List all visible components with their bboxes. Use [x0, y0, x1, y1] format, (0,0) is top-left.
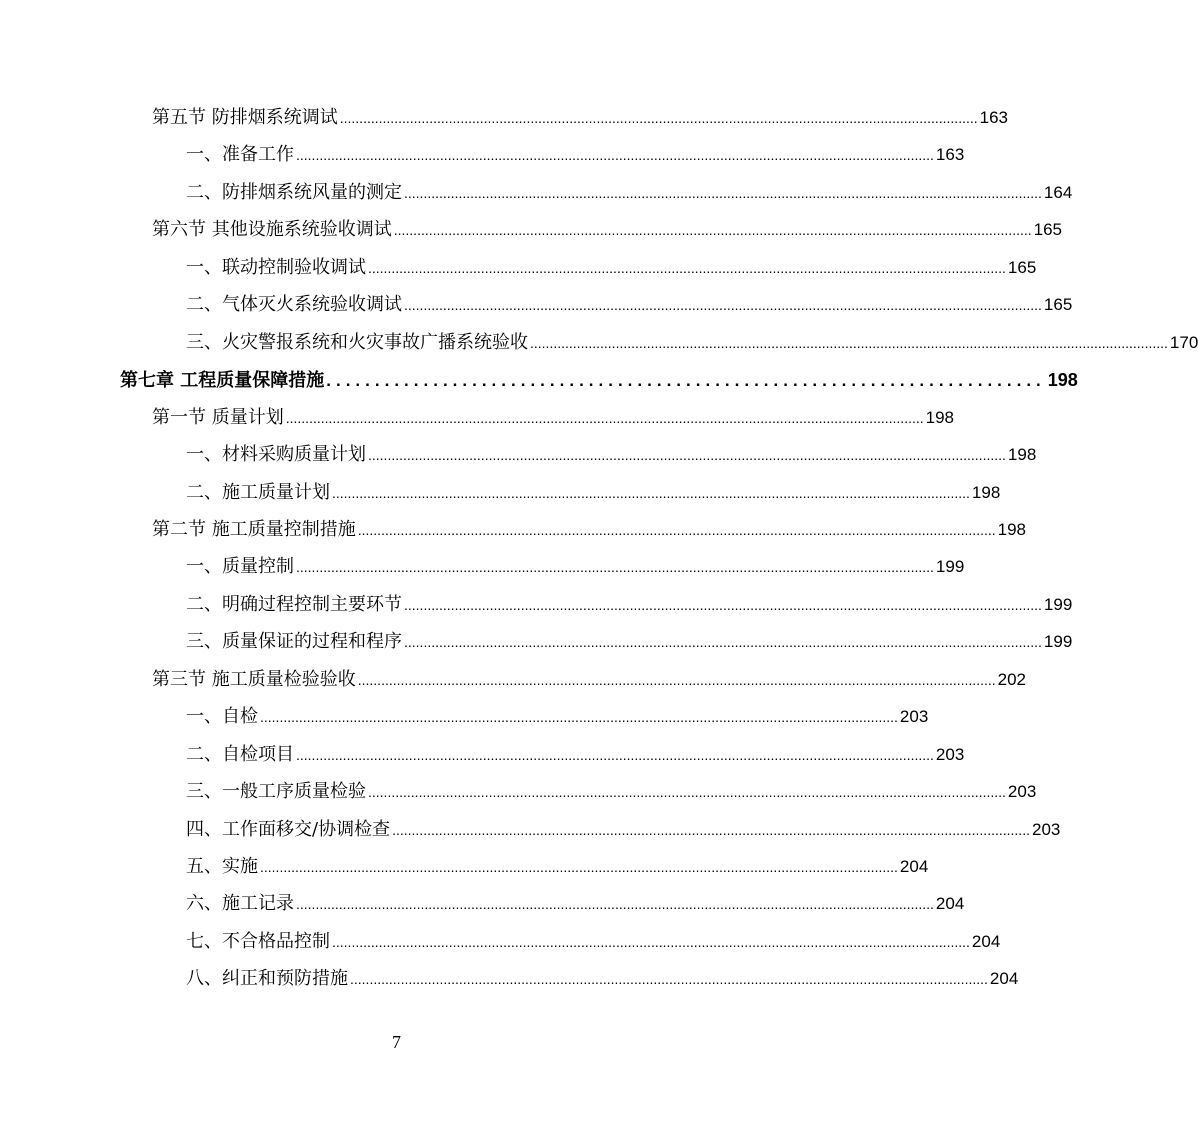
toc-entry[interactable] — [186, 293, 1073, 317]
toc-leader-dots: .................................................................................................................................................................... — [332, 934, 970, 950]
toc-entry[interactable] — [152, 406, 955, 430]
toc-leader-dots: .......................................................................... — [326, 371, 1046, 390]
toc-entry-title: 第一节 质量计划 — [152, 407, 284, 428]
toc-leader-dots: .................................................................................................................................................................... — [285, 410, 924, 426]
toc-entry-title: 二、防排烟系统风量的测定 — [186, 182, 402, 203]
toc-leader-dots: .................................................................................................................................................................... — [404, 297, 1042, 313]
toc-entry-title: 五、实施 — [186, 856, 258, 877]
toc-entry-page: 199 — [1043, 595, 1073, 614]
toc-entry-title: 二、明确过程控制主要环节 — [186, 594, 402, 615]
toc-entry-page: 204 — [899, 857, 929, 876]
toc-entry-page: 204 — [935, 894, 965, 913]
toc-entry[interactable] — [152, 218, 1063, 242]
toc-leader-dots: .................................................................................................................................................................... — [260, 709, 898, 725]
toc-entry[interactable] — [186, 855, 929, 879]
toc-entry-page: 199 — [935, 557, 965, 576]
toc-entry-page: 170 — [1169, 333, 1198, 352]
toc-entry-title: 一、联动控制验收调试 — [186, 257, 366, 278]
toc-entry-title: 一、质量控制 — [186, 556, 294, 577]
toc-leader-dots: .................................................................................................................................................................... — [357, 522, 996, 538]
toc-entry[interactable] — [152, 106, 1009, 130]
toc-entry-page: 165 — [1033, 220, 1063, 239]
toc-entry-page: 198 — [1007, 445, 1037, 464]
toc-entry-title: 第七章 工程质量保障措施 — [120, 370, 325, 391]
toc-entry-title: 第六节 其他设施系统验收调试 — [152, 219, 392, 240]
toc-entry-title: 一、材料采购质量计划 — [186, 444, 366, 465]
toc-entry[interactable] — [186, 256, 1037, 280]
toc-entry-title: 二、施工质量计划 — [186, 482, 330, 503]
toc-entry-page: 163 — [979, 108, 1009, 127]
toc-entry-title: 第三节 施工质量检验验收 — [152, 669, 356, 690]
toc-entry-title: 一、自检 — [186, 706, 258, 727]
toc-leader-dots: .................................................................................................................................................................... — [332, 485, 970, 501]
toc-entry-page: 202 — [997, 670, 1027, 689]
toc-leader-dots: .................................................................................................................................................................... — [296, 559, 934, 575]
toc-leader-dots: .................................................................................................................................................................... — [339, 110, 978, 126]
toc-entry[interactable] — [186, 143, 965, 167]
toc-entry[interactable] — [186, 630, 1073, 654]
toc-entry[interactable] — [186, 443, 1037, 467]
toc-entry-title: 三、质量保证的过程和程序 — [186, 631, 402, 652]
toc-entry-title: 第五节 防排烟系统调试 — [152, 107, 338, 128]
toc-entry-title: 七、不合格品控制 — [186, 931, 330, 952]
toc-entry[interactable] — [186, 818, 1061, 842]
toc-leader-dots: .................................................................................................................................................................... — [350, 971, 988, 987]
toc-entry[interactable] — [186, 555, 965, 579]
toc-entry-page: 203 — [1007, 782, 1037, 801]
toc-entry[interactable] — [186, 181, 1073, 205]
toc-entry[interactable] — [186, 892, 965, 916]
toc-leader-dots: .................................................................................................................................................................... — [368, 784, 1006, 800]
page-number: 7 — [392, 1032, 401, 1052]
toc-entry-page: 198 — [997, 520, 1027, 539]
toc-leader-dots: .................................................................................................................................................................... — [368, 260, 1006, 276]
toc-leader-dots: .................................................................................................................................................................... — [357, 672, 996, 688]
toc-entry[interactable] — [186, 930, 1001, 954]
toc-entry-page: 163 — [935, 145, 965, 164]
toc-entry-page: 203 — [1031, 820, 1061, 839]
toc-entry-page: 198 — [971, 483, 1001, 502]
toc-entry-title: 二、自检项目 — [186, 744, 294, 765]
toc-entry-title: 二、气体灭火系统验收调试 — [186, 294, 402, 315]
toc-entry[interactable] — [186, 780, 1037, 804]
toc-leader-dots: .................................................................................................................................................................... — [404, 634, 1042, 650]
toc-leader-dots: .................................................................................................................................................................... — [393, 222, 1032, 238]
toc-leader-dots: .................................................................................................................................................................... — [530, 335, 1168, 351]
toc-entry[interactable] — [152, 518, 1027, 542]
toc-chapter-entry[interactable] — [120, 368, 1078, 392]
toc-leader-dots: .................................................................................................................................................................... — [368, 447, 1006, 463]
toc-entry[interactable] — [186, 331, 1198, 355]
toc-entry-title: 一、准备工作 — [186, 144, 294, 165]
toc-entry-title: 六、施工记录 — [186, 893, 294, 914]
toc-leader-dots: .................................................................................................................................................................... — [404, 185, 1042, 201]
toc-entry-page: 198 — [1047, 370, 1078, 390]
toc-leader-dots: .................................................................................................................................................................... — [296, 896, 934, 912]
toc-entry[interactable] — [186, 967, 1019, 991]
toc-entry-page: 204 — [971, 932, 1001, 951]
toc-entry-title: 四、工作面移交/协调检查 — [186, 819, 391, 840]
toc-entry-page: 165 — [1007, 258, 1037, 277]
toc-leader-dots: .................................................................................................................................................................... — [296, 747, 934, 763]
toc-entry-page: 203 — [935, 745, 965, 764]
toc-entry-page: 204 — [989, 969, 1019, 988]
toc-leader-dots: .................................................................................................................................................................... — [296, 147, 934, 163]
toc-entry-title: 三、一般工序质量检验 — [186, 781, 366, 802]
toc-entry[interactable] — [186, 743, 965, 767]
toc-entry[interactable] — [152, 668, 1027, 692]
toc-entry[interactable] — [186, 481, 1001, 505]
toc-leader-dots: .................................................................................................................................................................... — [392, 822, 1030, 838]
toc-entry[interactable] — [186, 593, 1073, 617]
toc-entry-page: 164 — [1043, 183, 1073, 202]
toc-entry-page: 199 — [1043, 632, 1073, 651]
toc-entry-page: 198 — [925, 408, 955, 427]
toc-leader-dots: .................................................................................................................................................................... — [260, 859, 898, 875]
toc-entry-title: 三、火灾警报系统和火灾事故广播系统验收 — [186, 332, 528, 353]
toc-entry-page: 203 — [899, 707, 929, 726]
toc-entry[interactable] — [186, 705, 929, 729]
toc-entry-title: 第二节 施工质量控制措施 — [152, 519, 356, 540]
toc-leader-dots: .................................................................................................................................................................... — [404, 597, 1042, 613]
toc-entry-title: 八、纠正和预防措施 — [186, 968, 348, 989]
toc-entry-page: 165 — [1043, 295, 1073, 314]
